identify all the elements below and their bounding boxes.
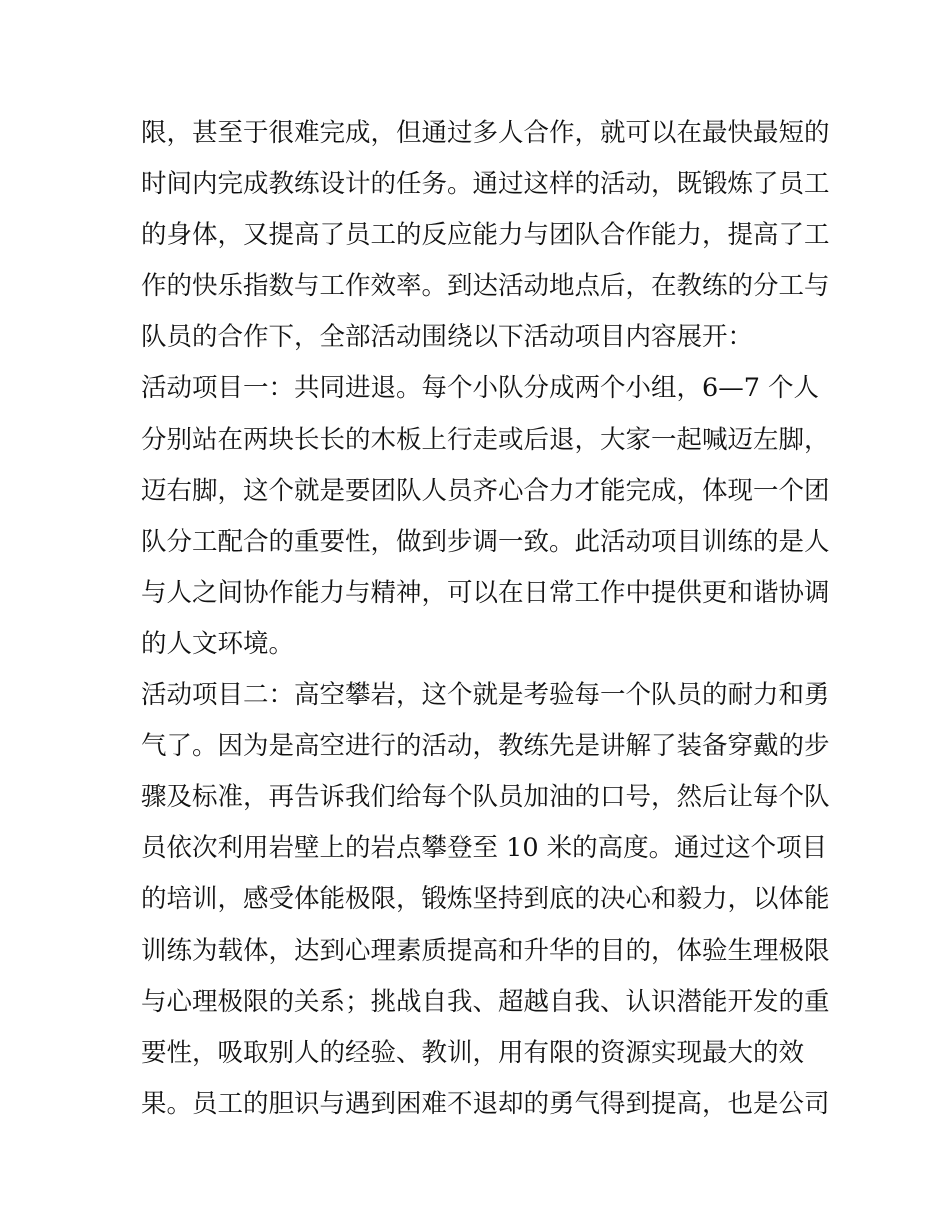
text-line: 队员的合作下，全部活动围绕以下活动项目内容展开： — [141, 322, 754, 353]
text-line: 活动项目二：高空攀岩，这个就是考验每一个队员的耐力和勇 — [141, 680, 830, 711]
text-line: 要性，吸取别人的经验、教训，用有限的资源实现最大的效 — [141, 1037, 805, 1068]
text-line: 分别站在两块长长的木板上行走或后退，大家一起喊迈左脚， — [141, 424, 830, 455]
text-line: 活动项目一：共同进退。每个小队分成两个小组，6—7 个人 — [141, 373, 820, 404]
text-line: 时间内完成教练设计的任务。通过这样的活动，既锻炼了员工 — [141, 169, 830, 200]
text-line: 与人之间协作能力与精神，可以在日常工作中提供更和谐协调 — [141, 577, 830, 608]
text-line: 与心理极限的关系；挑战自我、超越自我、认识潜能开发的重 — [141, 986, 830, 1017]
text-line: 骤及标准，再告诉我们给每个队员加油的口号，然后让每个队 — [141, 782, 830, 813]
text-line: 限，甚至于很难完成，但通过多人合作，就可以在最快最短的 — [141, 118, 830, 148]
text-line: 气了。因为是高空进行的活动，教练先是讲解了装备穿戴的步 — [141, 731, 830, 762]
text-line: 的人文环境。 — [141, 628, 295, 659]
text-line: 队分工配合的重要性，做到步调一致。此活动项目训练的是人 — [141, 526, 830, 557]
document-body — [141, 108, 830, 1130]
text-line: 的培训，感受体能极限，锻炼坚持到底的决心和毅力，以体能 — [141, 884, 830, 915]
text-line: 迈右脚，这个就是要团队人员齐心合力才能完成，体现一个团 — [141, 475, 830, 506]
text-line: 果。员工的胆识与遇到困难不退却的勇气得到提高，也是公司 — [141, 1088, 830, 1119]
text-line: 员依次利用岩壁上的岩点攀登至 10 米的高度。通过这个项目 — [141, 833, 828, 864]
text-line: 的身体，又提高了员工的反应能力与团队合作能力，提高了工 — [141, 220, 830, 251]
text-line: 作的快乐指数与工作效率。到达活动地点后，在教练的分工与 — [141, 271, 830, 302]
text-line: 训练为载体，达到心理素质提高和升华的目的，体验生理极限 — [141, 935, 830, 966]
